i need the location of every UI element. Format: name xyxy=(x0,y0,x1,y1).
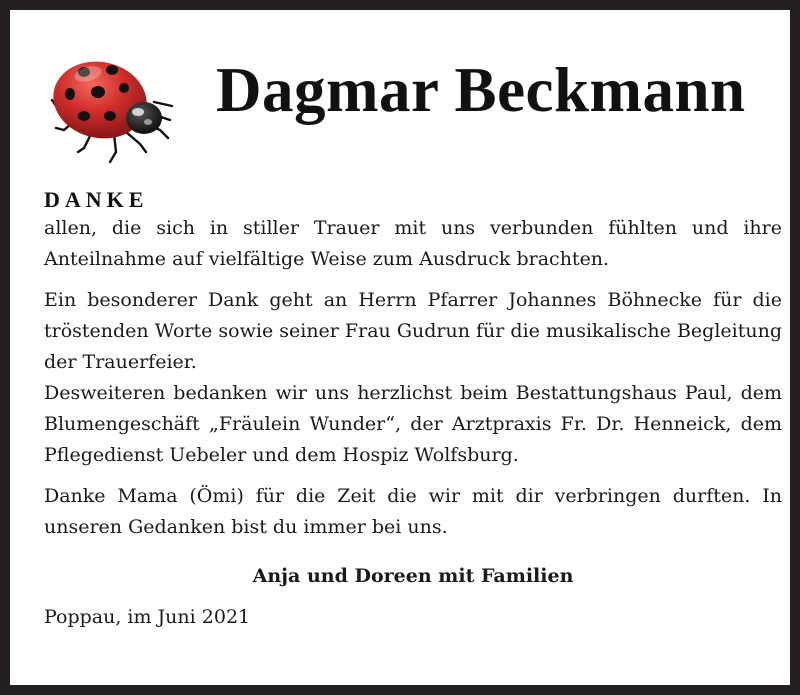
paragraph-thanks-pastor: Ein besonderer Dank geht an Herrn Pfarrer Johannes Böhnecke für die tröstenden Worte sowie seiner Frau Gudrun für die musikalische Begleitung der Trauerfeier. xyxy=(44,289,782,373)
paragraph-thanks-mama: Danke Mama (Ömi) für die Zeit die wir mit dir verbringen durften. In unseren Gedanken bist du immer bei uns. xyxy=(44,485,782,538)
deceased-name: Dagmar Beckmann xyxy=(216,55,746,125)
paragraph-thanks-services: Desweiteren bedanken wir uns herzlichst beim Bestattungshaus Paul, dem Blumengeschäft „Fräulein Wunder“, der Arztpraxis Fr. Dr. Henneick, dem Pflegedienst Uebeler und dem Hospiz Wolfsburg. xyxy=(44,382,782,466)
place-date: Poppau, im Juni 2021 xyxy=(44,606,251,628)
ladybug-icon xyxy=(48,48,174,166)
signature: Anja und Doreen mit Familien xyxy=(252,565,574,587)
paragraph-thanks-all: allen, die sich in stiller Trauer mit uns verbunden fühlten und ihre Anteilnahme auf vielfältige Weise zum Ausdruck brachten. xyxy=(44,217,782,270)
thanks-heading: DANKE xyxy=(44,187,149,212)
obituary-body xyxy=(44,187,782,633)
